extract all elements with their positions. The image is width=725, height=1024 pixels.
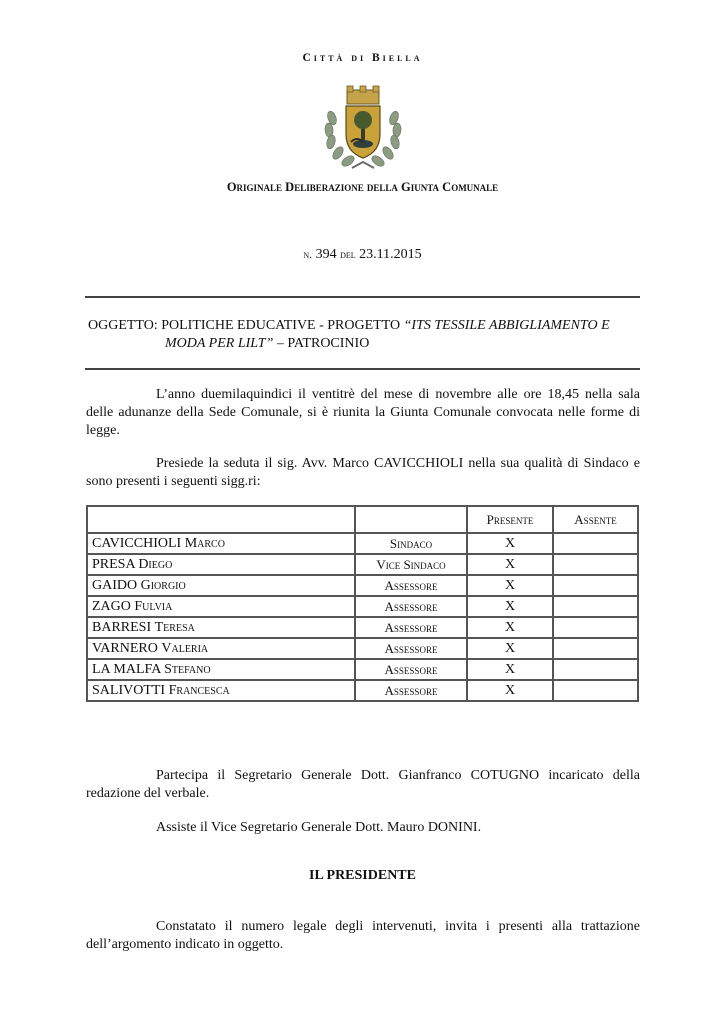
member-name: GAIDO Giorgio [87, 575, 355, 596]
member-absent [553, 617, 638, 638]
table-row [87, 638, 638, 659]
member-present: X [467, 596, 553, 617]
member-role: Assessore [355, 680, 467, 701]
member-present: X [467, 575, 553, 596]
member-role: Assessore [355, 575, 467, 596]
member-present: X [467, 617, 553, 638]
header-cell-present: Presente [467, 506, 553, 533]
date-label: del [340, 247, 356, 261]
table-row [87, 617, 638, 638]
member-absent [553, 533, 638, 554]
presides-text: Presiede la seduta il sig. Avv. Marco CAVICCHIOLI nella sua qualità di Sindaco e sono presenti i seguenti sigg.ri: [86, 456, 640, 489]
member-name: BARRESI Teresa [87, 617, 355, 638]
member-role: Assessore [355, 596, 467, 617]
member-role: Assessore [355, 638, 467, 659]
intro-paragraph [86, 386, 640, 440]
member-present: X [467, 659, 553, 680]
subject-project-name: “ITS TESSILE ABBIGLIAMENTO E [403, 318, 610, 333]
member-role: Vice Sindaco [355, 554, 467, 575]
header-cell-absent: Assente [553, 506, 638, 533]
coat-of-arms-icon [318, 84, 408, 176]
presides-paragraph [86, 455, 640, 491]
table-row [87, 554, 638, 575]
member-name: CAVICCHIOLI Marco [87, 533, 355, 554]
header-cell-name [87, 506, 355, 533]
member-role: Sindaco [355, 533, 467, 554]
subject-text: POLITICHE EDUCATIVE - PROGETTO [161, 318, 401, 333]
member-name: SALIVOTTI Francesca [87, 680, 355, 701]
president-heading: IL PRESIDENTE [309, 868, 416, 883]
table-row [87, 575, 638, 596]
member-absent [553, 680, 638, 701]
member-absent [553, 596, 638, 617]
member-present: X [467, 638, 553, 659]
member-absent [553, 554, 638, 575]
divider-bottom [85, 368, 640, 370]
member-present: X [467, 554, 553, 575]
city-name: Città di Biella [302, 52, 423, 64]
deliberation-number-line [0, 247, 725, 263]
member-absent [553, 659, 638, 680]
deliberation-date: 23.11.2015 [359, 247, 422, 262]
member-present: X [467, 680, 553, 701]
subject-project-name-cont: MODA PER LILT” [165, 336, 274, 351]
subject-suffix: – PATROCINIO [276, 336, 370, 351]
secretary-paragraph [86, 767, 640, 803]
deliberation-number: 394 [315, 247, 337, 262]
table-row [87, 533, 638, 554]
subject-label: OGGETTO: [88, 318, 158, 333]
member-name: LA MALFA Stefano [87, 659, 355, 680]
table-row [87, 659, 638, 680]
subject-block [88, 317, 640, 353]
table-row [87, 596, 638, 617]
member-name: ZAGO Fulvia [87, 596, 355, 617]
divider-top [85, 296, 640, 298]
intro-text: L’anno duemilaquindici il ventitrè del mese di novembre alle ore 18,45 nella sala delle adunanze della Sede Comunale, si è riunita la Giunta Comunale convocata nelle forme di legge. [86, 387, 640, 438]
member-name: VARNERO Valeria [87, 638, 355, 659]
attendance-table [86, 505, 639, 702]
table-row [87, 680, 638, 701]
member-present: X [467, 533, 553, 554]
closing-text: Constatato il numero legale degli intervenuti, invita i presenti alla trattazione dell’argomento indicato in oggetto. [86, 919, 640, 952]
closing-paragraph [86, 918, 640, 954]
table-header-row [87, 506, 638, 533]
vice-secretary-paragraph [86, 819, 640, 837]
vice-secretary-text: Assiste il Vice Segretario Generale Dott. Mauro DONINI. [156, 820, 482, 835]
member-absent [553, 575, 638, 596]
member-name: PRESA Diego [87, 554, 355, 575]
document-title: Originale Deliberazione della Giunta Comunale [226, 180, 499, 194]
member-role: Assessore [355, 617, 467, 638]
number-label: n. [303, 247, 313, 261]
secretary-text: Partecipa il Segretario Generale Dott. Gianfranco COTUGNO incaricato della redazione del verbale. [86, 768, 640, 801]
member-role: Assessore [355, 659, 467, 680]
member-absent [553, 638, 638, 659]
header-cell-role [355, 506, 467, 533]
